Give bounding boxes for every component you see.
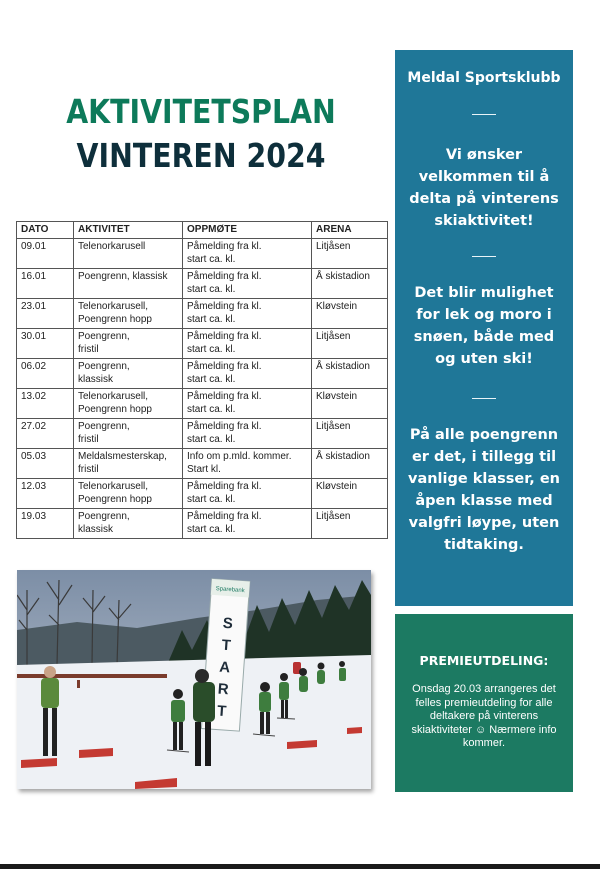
cell-attendance-line: start ca. kl. [187,404,236,415]
cell-arena: Å skistadion [312,448,388,478]
cell-attendance-line: Påmelding fra kl. [187,270,262,282]
fun-text: Det blir mulighet for lek og moro i snøen, både med og uten ski! [413,285,555,367]
photo-illustration [17,570,371,789]
cell-arena: Litjåsen [312,508,388,538]
cell-activity [74,388,183,418]
cell-attendance [183,508,312,538]
cell-arena: Å skistadion [312,268,388,298]
cell-activity [74,478,183,508]
cell-activity-line: Poengrenn, [78,420,130,432]
cell-attendance-line: Påmelding fra kl. [187,330,262,342]
cell-activity-line: Poengrenn, [78,510,130,522]
cell-attendance [183,238,312,268]
cell-attendance-line: Påmelding fra kl. [187,420,262,432]
cell-attendance-line: Påmelding fra kl. [187,480,262,492]
cell-activity-line: Poengrenn, [78,360,130,372]
cell-attendance-line: start ca. kl. [187,284,236,295]
ski-race-photo [17,570,371,789]
divider [472,398,496,399]
cell-attendance [183,328,312,358]
cell-arena: Litjåsen [312,328,388,358]
column-header-arena: ARENA [312,222,388,239]
cell-attendance-line: Påmelding fra kl. [187,360,262,372]
welcome-panel [395,50,573,606]
table-row [17,448,388,478]
column-header-activity: AKTIVITET [74,222,183,239]
cell-activity-line: Telenorkarusell, [78,390,149,402]
table-row [17,508,388,538]
cell-attendance [183,298,312,328]
table-row [17,478,388,508]
cell-date: 27.02 [17,418,74,448]
cell-attendance-line: Påmelding fra kl. [187,240,262,252]
cell-activity [74,238,183,268]
page-title: AKTIVITETSPLAN [66,92,336,131]
cell-activity-line: Poengrenn, [78,330,130,342]
cell-attendance-line: Start kl. [187,464,221,475]
cell-date: 06.02 [17,358,74,388]
cell-attendance-line: Påmelding fra kl. [187,300,262,312]
cell-attendance [183,268,312,298]
cell-attendance [183,388,312,418]
cell-attendance [183,358,312,388]
divider [472,114,496,115]
club-name: Meldal Sportsklubb [407,70,561,86]
table-row [17,418,388,448]
cell-activity [74,508,183,538]
cell-date: 16.01 [17,268,74,298]
cell-date: 13.02 [17,388,74,418]
page-subtitle: VINTEREN 2024 [76,136,326,175]
cell-activity [74,448,183,478]
cell-date: 19.03 [17,508,74,538]
divider [472,256,496,257]
cell-date: 30.01 [17,328,74,358]
cell-attendance-line: start ca. kl. [187,494,236,505]
banner-letter-t2: T [216,702,227,721]
cell-attendance-line: Påmelding fra kl. [187,510,262,522]
cell-activity-line: fristil [78,434,99,445]
cell-activity-line: fristil [78,464,99,475]
column-header-date: DATO [17,222,74,239]
welcome-text: Vi ønsker velkommen til å delta på vinterens skiaktivitet! [409,147,559,229]
cell-activity [74,358,183,388]
cell-attendance-line: Info om p.mld. kommer. [187,450,292,462]
cell-activity [74,328,183,358]
cell-arena: Å skistadion [312,358,388,388]
activity-table [16,221,388,539]
table-row [17,298,388,328]
cell-activity-line: Telenorkarusell, [78,300,149,312]
cell-activity [74,418,183,448]
banner-letter-r: R [217,680,230,699]
cell-activity-line: klassisk [78,374,114,385]
bottom-bar [0,864,600,869]
open-class-text: På alle poengrenn er det, i tillegg til vanlige klasser, en åpen klasse med valgfri løype, uten tidtaking. [408,427,560,553]
prize-text: Onsdag 20.03 arrangeres det felles premieutdeling for alle deltakere på vinterens skiaktiviteter ☺ Nærmere info kommer. [411,683,557,750]
cell-attendance-line: start ca. kl. [187,314,236,325]
banner-letter-t: T [221,636,232,655]
prize-title: PREMIEUTDELING: [419,653,549,668]
table-body [17,238,388,538]
cell-activity-line: Meldalsmesterskap, [78,450,167,462]
cell-activity-line: klassisk [78,524,114,535]
cell-activity [74,268,183,298]
table-row [17,388,388,418]
cell-attendance-line: start ca. kl. [187,344,236,355]
cell-date: 05.03 [17,448,74,478]
cell-arena: Kløvstein [312,298,388,328]
banner-brand: Sparebank [215,586,245,595]
cell-date: 12.03 [17,478,74,508]
table-row [17,358,388,388]
cell-arena: Litjåsen [312,238,388,268]
cell-attendance-line: start ca. kl. [187,374,236,385]
cell-date: 23.01 [17,298,74,328]
cell-activity-line: Poengrenn hopp [78,404,152,415]
banner-letter-a: A [218,658,231,677]
table-row [17,268,388,298]
cell-arena: Kløvstein [312,388,388,418]
cell-activity-line: fristil [78,344,99,355]
cell-activity-line: Telenorkarusell, [78,480,149,492]
cell-attendance [183,478,312,508]
cell-activity-line: Poengrenn hopp [78,494,152,505]
table-row [17,238,388,268]
prize-panel [395,614,573,792]
cell-date: 09.01 [17,238,74,268]
cell-activity [74,298,183,328]
cell-activity-line: Poengrenn, klassisk [78,270,168,282]
cell-activity-line: Telenorkarusell [78,240,146,252]
cell-attendance [183,448,312,478]
cell-attendance-line: start ca. kl. [187,434,236,445]
cell-attendance-line: Påmelding fra kl. [187,390,262,402]
cell-arena: Litjåsen [312,418,388,448]
cell-attendance-line: start ca. kl. [187,524,236,535]
column-header-attendance: OPPMØTE [183,222,312,239]
cell-attendance [183,418,312,448]
table-row [17,328,388,358]
cell-activity-line: Poengrenn hopp [78,314,152,325]
cell-arena: Kløvstein [312,478,388,508]
banner-letter-s: S [222,614,234,633]
table-header-row [17,222,388,239]
cell-attendance-line: start ca. kl. [187,254,236,265]
